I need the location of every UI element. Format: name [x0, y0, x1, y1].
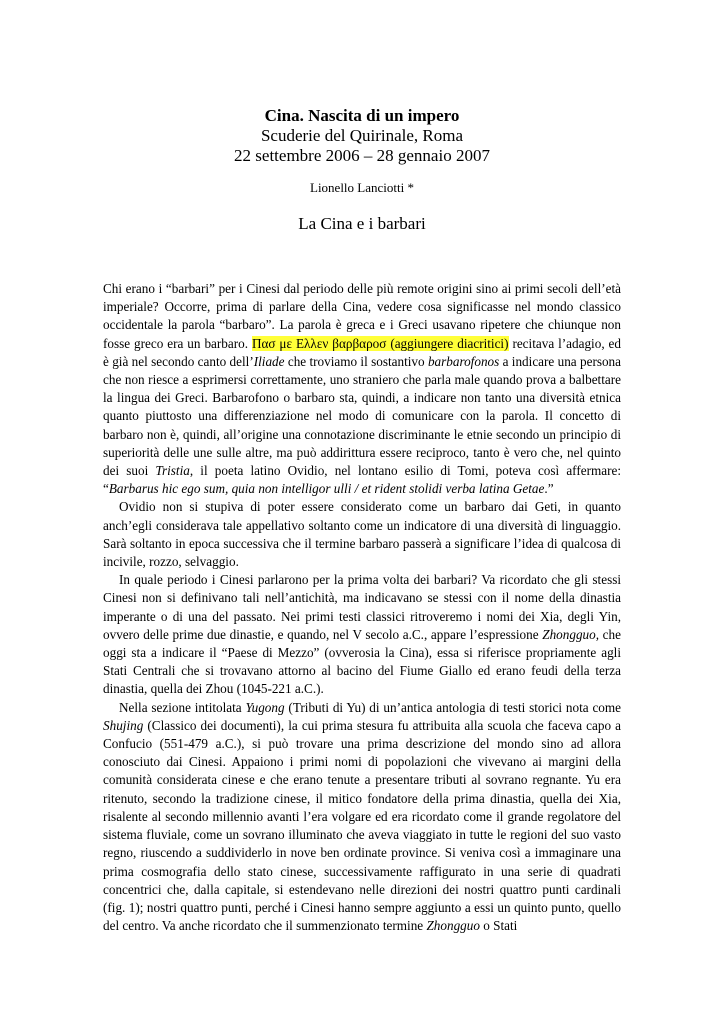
italic-term: Tristia: [155, 463, 190, 479]
paragraph-text: o Stati: [479, 918, 518, 934]
paragraph-text: , il poeta latino Ovidio, nel lontano esilio di Tomi, poteva così affermare: “: [103, 463, 621, 497]
italic-term: Shujing: [103, 717, 144, 733]
article-body: [103, 280, 621, 935]
paragraph-text: recitava l’adagio, ed è già nel secondo canto dell’: [103, 335, 622, 369]
paragraph-3: [103, 571, 621, 698]
paragraph-4: [103, 699, 621, 936]
latin-quote: Barbarus hic ego sum, quia non intelligor ulli / et rident stolidi verba latina Getae: [108, 481, 545, 497]
exhibition-dates: 22 settembre 2006 – 28 gennaio 2007: [234, 146, 490, 165]
document-title: Cina. Nascita di un impero: [264, 106, 460, 125]
highlighted-greek-note: Πασ με Ελλεν βαρβαροσ (aggiungere diacritici): [251, 335, 509, 351]
paragraph-text: In quale periodo i Cinesi parlarono per la prima volta dei barbari? Va ricordato che gli stessi Cinesi non si definivano tali nell’antichità, ma indicavano se stessi con il nome della dinastia imperante o di una del passato. Nei primi testi classici ritroveremo i nomi dei Xia, degli Yin, ovvero delle prime due dinastie, e quando, nel V secolo a.C., appare l’espressione: [103, 572, 621, 642]
paragraph-text: che oggi sta a indicare il “Paese di Mezzo” (ovverosia la Cina), essa si riferisce propriamente agli Stati Centrali che si trovavano attorno al bacino del Fiume Giallo ed erano feudi della terza dinastia, quella dei Zhou (1045-221 a.C.).: [103, 626, 621, 697]
paragraph-text: (Tributi di Yu) di un’antica antologia di testi storici nota come: [284, 699, 622, 715]
paragraph-text: che troviamo il sostantivo: [284, 353, 428, 369]
paragraph-text: (Classico dei documenti), la cui prima stesura fu attribuita alla scuola che faceva capo a Confucio (551-479 a.C.), si può trovare una prima descrizione del mondo sino ad allora conosciuto dai Cinesi. Appaiono i primi nomi di popolazioni che vivevano ai margini della comunità considerata cinese e che erano tenute a presentare tributi al sovrano regnante. Yu era ritenuto, secondo la tradizione cinese, il mitico fondatore della prima dinastia, quella dei Xia, risalente al secondo millennio avanti l’era volgare ed era ricordato come il grande regolatore del sistema fluviale, come un sovrano illuminato che aveva viaggiato in tutte le regioni del suo vasto regno, riuscendo a suddividerlo in nove ben ordinate province. Si veniva così a immaginare una prima cosmografia dello stato cinese, successivamente raffigurato in una serie di quadrati concentrici che, dalla capitale, si estendevano nelle direzioni dei nostri quattro punti cardinali (fig. 1); nostri quattro punti, perché i Cinesi hanno sempre aggiunto a essi un quinto punto, quello del centro. Va anche ricordato che il summenzionato termine: [103, 717, 621, 934]
paragraph-text: Chi erano i “barbari” per i Cinesi dal periodo delle più remote origini sino ai primi secoli dell’età imperiale? Occorre, prima di parlare della Cina, vedere cosa significasse nel mondo classico occidentale la parola “barbaro”. La parola è greca e i Greci usavano ripetere che chiunque non fosse greco era un barbaro.: [103, 281, 621, 351]
author-name: Lionello Lanciotti *: [310, 180, 414, 195]
italic-term: barbarofonos: [427, 353, 500, 369]
italic-term: Zhongguo: [426, 918, 480, 934]
italic-term: Zhongguo,: [542, 626, 600, 642]
paragraph-text: Nella sezione intitolata: [119, 699, 246, 715]
paragraph-text: a indicare una persona che non riesce a esprimersi correttamente, uno straniero che parla male quando prova a balbettare la lingua dei Greci. Barbarofono o barbaro sta, quindi, a indicare non tanto una diversità etnica quanto piuttosto una differenziazione nel modo di comunicare con la parola. Il concetto di barbaro non è, quindi, all’origine una connotazione discriminante le etnie secondo un principio di superiorità delle une sulle altre, ma può addirittura essere reciproco, tanto è vero che, nel quinto dei suoi: [103, 353, 622, 479]
paragraph-2: Ovidio non si stupiva di poter essere considerato come un barbaro dai Geti, in quanto anch’egli considerava tale appellativo soltanto come un indicatore di una diversità di linguaggio. Sarà soltanto in epoca successiva che il termine barbaro passerà a significare l’idea di qualcosa di incivile, rozzo, selvaggio.: [103, 499, 621, 570]
italic-term: Iliade: [253, 353, 285, 369]
exhibition-venue: Scuderie del Quirinale, Roma: [260, 126, 464, 145]
paragraph-text: .”: [544, 481, 554, 497]
paragraph-1: [103, 280, 621, 498]
italic-term: Yugong: [245, 699, 285, 715]
article-subtitle: La Cina e i barbari: [298, 214, 426, 233]
